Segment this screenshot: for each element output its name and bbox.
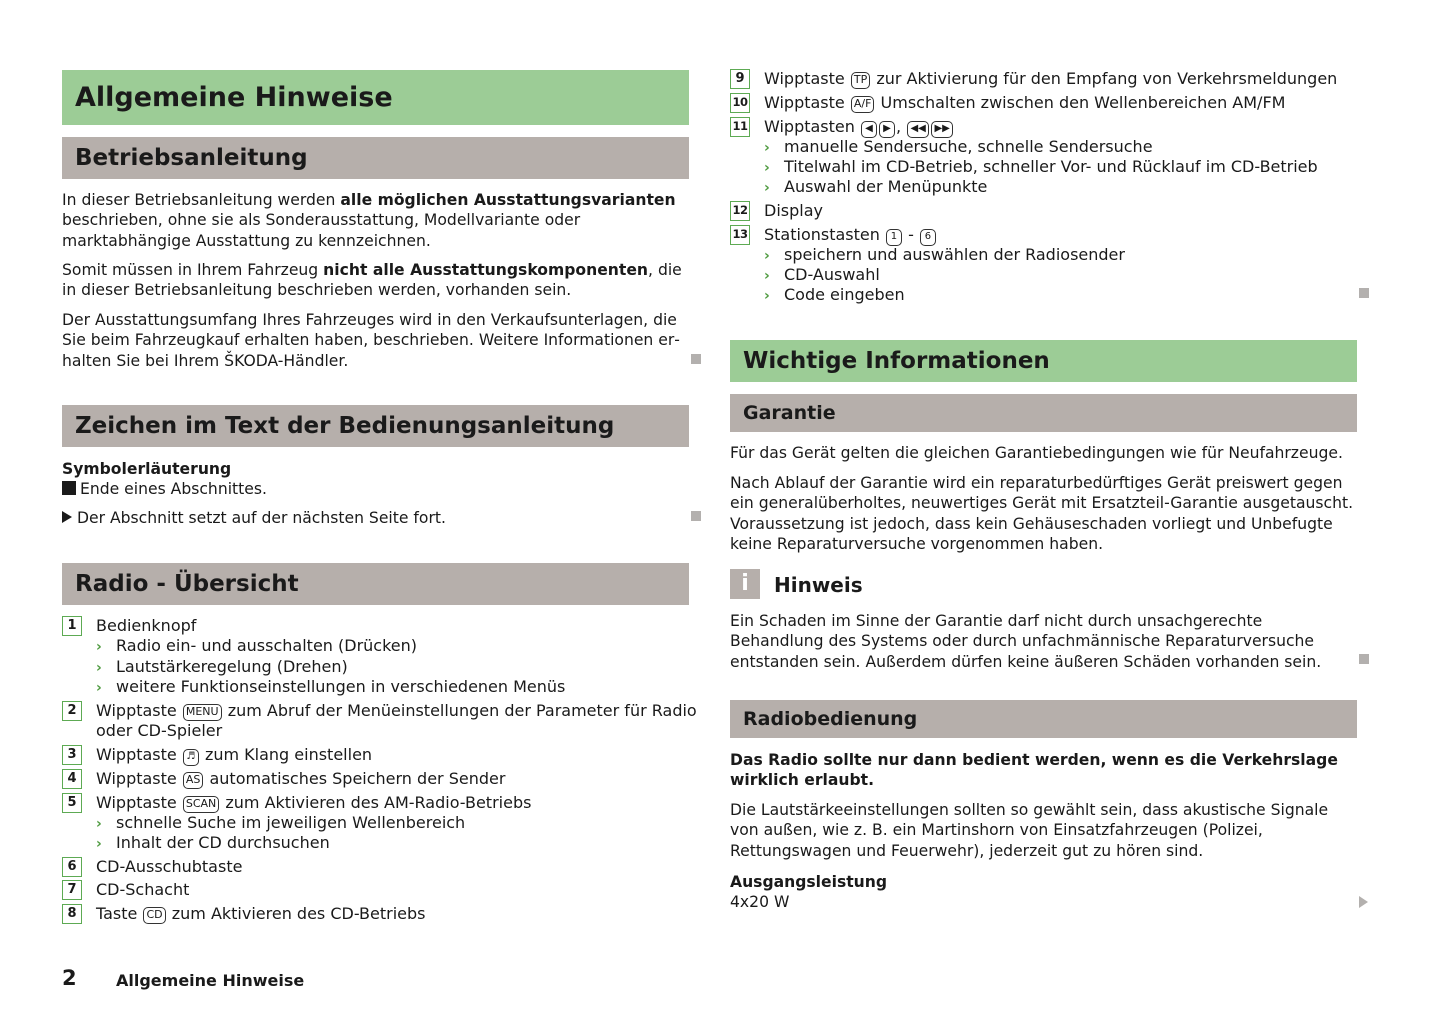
sub-item: › Inhalt der CD durchsuchen [96,833,330,852]
section-title-zeichen: Zeichen im Text der Bedienungsanleitung [62,405,689,447]
item-number-badge: 4 [62,769,82,789]
chevron-right-icon: › [764,140,770,156]
sub-item: › CD-Auswahl [764,265,880,284]
chevron-right-icon: › [764,288,770,304]
fast-rewind-key-icon: ◀◀ [907,121,929,138]
paragraph-2: Somit müssen in Ihrem Fahrzeug nicht alle Ausstattungskomponenten, die in dieser Betriebsanleitung beschrieben werden, vorhanden sein. [62,261,682,300]
section-title-radio: Radio - Übersicht [62,563,689,605]
sub-item: › Lautstärkeregelung (Drehen) [96,657,348,676]
section-title-radiobedienung: Radiobedienung [730,700,1357,738]
sub-item: › Titelwahl im CD-Betrieb, schneller Vor- und Rücklauf im CD-Betrieb [764,157,1318,176]
item-number-badge: 11 [730,117,750,137]
seek-back-key-icon: ◀ [861,121,877,138]
item-number-badge: 12 [730,201,750,221]
chevron-right-icon: › [96,836,102,852]
section-end-icon [1359,654,1369,664]
section-end-icon [691,511,701,521]
chapter-title: Allgemeine Hinweise [62,70,689,125]
sub-item: › Auswahl der Menüpunkte [764,177,988,196]
item-number-badge: 8 [62,904,82,924]
section-title-betriebsanleitung: Betriebsanleitung [62,137,689,179]
output-power-label: Ausgangsleistung [730,873,888,891]
item-number-badge: 10 [730,93,750,113]
symbol-continue-row: Der Abschnitt setzt auf der nächsten Seite fort. [62,508,692,528]
item-number-badge: 1 [62,616,82,636]
sub-item: › Radio ein- und ausschalten (Drücken) [96,636,418,655]
symbol-end-row: Ende eines Abschnittes. [62,479,692,499]
volume-paragraph: Die Lautstärkeeinstellungen sollten so gewählt sein, dass akustische Signale von außen, wie z. B. ein Martinshorn von Einsatzfahrzeugen (Polizei, Rettungswagen und Feuerwehr), jederzeit gut zu hören sind. [730,801,1329,860]
tp-key-icon: TP [851,72,870,89]
page-number: 2 [62,966,77,990]
fast-forward-key-icon: ▶▶ [931,121,953,138]
menu-key-icon: MENU [183,704,222,721]
section-end-icon [1359,288,1369,298]
symbol-legend-title: Symbolerläuterung [62,460,232,478]
end-square-icon [62,481,76,495]
garantie-paragraph-2: Nach Ablauf der Garantie wird ein reparaturbedürftiges Gerät preiswert gegen ein generalüberholtes, neuwertiges Gerät mit Ersatzteil-Garantie ausgetauscht. Voraussetzung ist jedoch, dass kein Gehäuseschaden vorliegt und Unbefugte keine Reparaturversuche vorgenommen haben. [730,474,1354,553]
chevron-right-icon: › [764,268,770,284]
item-number-badge: 3 [62,745,82,765]
scan-key-icon: SCAN [183,796,219,813]
seek-forward-key-icon: ▶ [879,121,895,138]
note-title: Hinweis [774,573,863,597]
chevron-right-icon: › [96,816,102,832]
section-title-garantie: Garantie [730,394,1357,432]
item-number-badge: 7 [62,880,82,900]
note-text: Ein Schaden im Sinne der Garantie darf nicht durch unsachgerechte Behandlung des Systems oder durch unfachmännische Reparaturversuche entstanden sein. Außerdem dürfen keine äußeren Schäden vorhanden sein. [730,612,1322,671]
output-power-value: 4x20 W [730,893,790,911]
chevron-right-icon: › [764,180,770,196]
music-note-key-icon: ♬ [183,749,199,766]
sub-item: › schnelle Suche im jeweiligen Wellenbereich [96,813,466,832]
sub-item: › speichern und auswählen der Radiosender [764,245,1125,264]
chevron-right-icon: › [96,680,102,696]
sub-item: › manuelle Sendersuche, schnelle Sendersuche [764,137,1153,156]
af-key-icon: A/F [851,96,875,113]
chevron-right-icon: › [96,660,102,676]
item-number-badge: 2 [62,701,82,721]
continue-triangle-icon [62,511,72,523]
info-icon: i [730,569,760,599]
warning-text: Das Radio sollte nur dann bedient werden, wenn es die Verkehrslage wirklich erlaubt. [730,751,1338,790]
station-key-6-icon: 6 [920,229,936,246]
item-number-badge: 13 [730,225,750,245]
chevron-right-icon: › [764,160,770,176]
footer-section-title: Allgemeine Hinweise [116,971,305,990]
paragraph-1: In dieser Betriebsanleitung werden alle möglichen Ausstattungsvarianten beschrieben, ohne sie als Sonderausstattung, Modellvariante oder marktabhängige Ausstattung zu kennzeichnen. [62,191,676,250]
as-key-icon: AS [183,772,204,789]
section-end-icon [691,354,701,364]
chevron-right-icon: › [764,248,770,264]
garantie-paragraph-1: Für das Gerät gelten die gleichen Garantiebedingungen wie für Neufahrzeuge. [730,444,1343,462]
chevron-right-icon: › [96,639,102,655]
station-key-1-icon: 1 [886,229,902,246]
sub-item: › Code eingeben [764,285,905,304]
item-number-badge: 6 [62,857,82,877]
list-item-continuation: oder CD-Spieler [96,721,223,740]
chapter-title-wichtige: Wichtige Informationen [730,340,1357,382]
continue-next-page-icon [1359,896,1368,908]
item-number-badge: 9 [730,69,750,89]
cd-key-icon: CD [143,907,165,924]
paragraph-3: Der Ausstattungsumfang Ihres Fahrzeuges wird in den Verkaufsunterlagen, die Sie beim Fahrzeugkauf erhalten haben, beschrieben. Weitere Informationen erhalten Sie bei Ihrem ŠKODA-Händler. [62,311,680,370]
item-number-badge: 5 [62,793,82,813]
sub-item: › weitere Funktionseinstellungen in verschiedenen Menüs [96,677,566,696]
